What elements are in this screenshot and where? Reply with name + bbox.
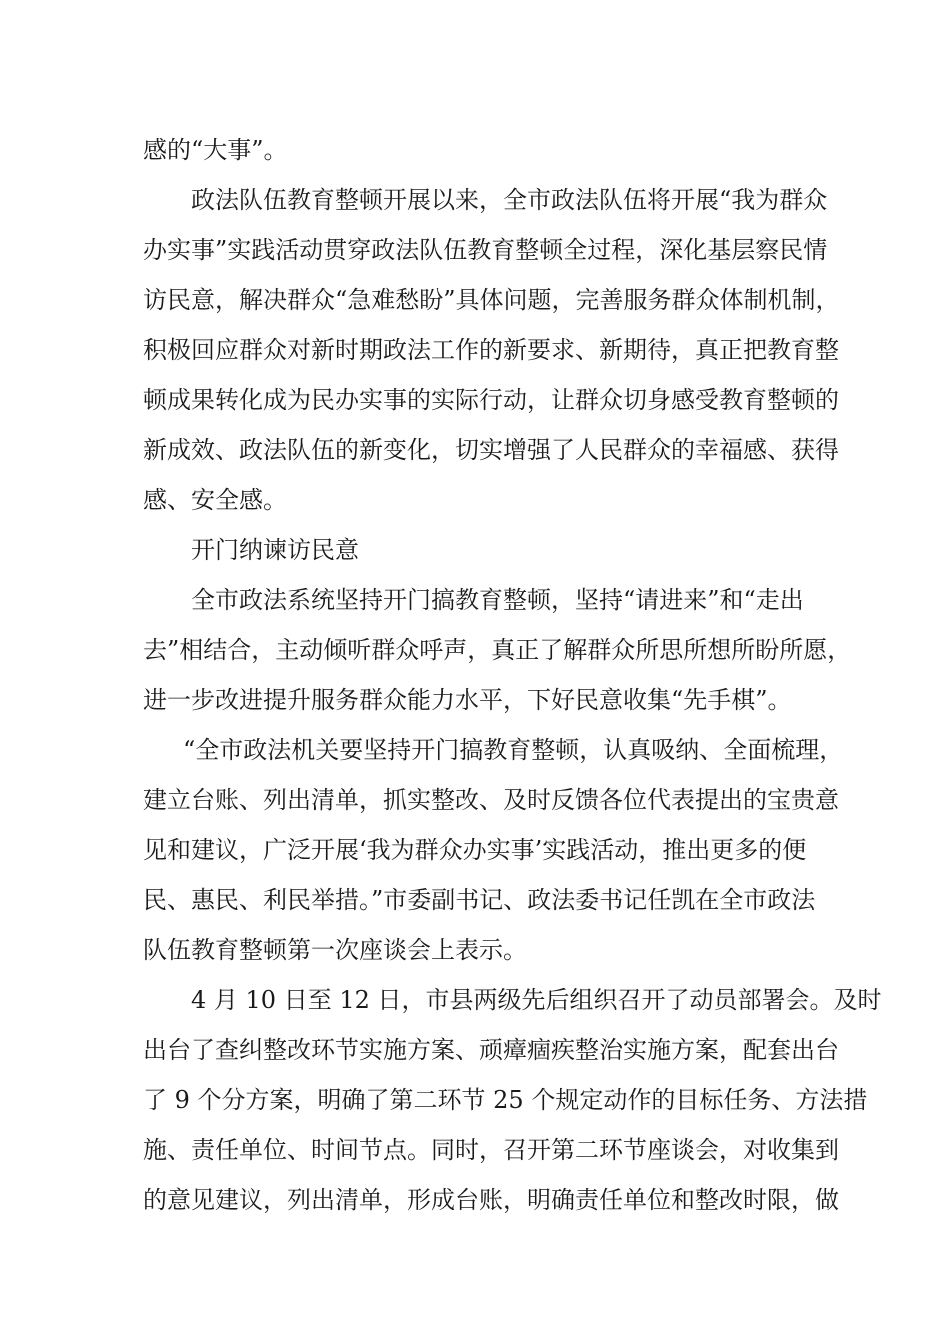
- text-line: 队伍教育整顿第一次座谈会上表示。: [143, 936, 527, 964]
- text-line: 见和建议，广泛开展‘我为群众办实事’实践活动，推出更多的便: [143, 836, 807, 864]
- text-line: 的意见建议，列出清单，形成台账，明确责任单位和整改时限，做: [143, 1186, 839, 1214]
- text-line: 感的“大事”。: [143, 136, 288, 164]
- text-line: 施、责任单位、时间节点。同时，召开第二环节座谈会，对收集到: [143, 1136, 839, 1164]
- section-heading: 开门纳谏访民意: [191, 536, 359, 564]
- text-line: 建立台账、列出清单，抓实整改、及时反馈各位代表提出的宝贵意: [143, 786, 839, 814]
- paragraph-first-line: 全市政法系统坚持开门搞教育整顿，坚持“请进来”和“走出: [191, 586, 804, 614]
- text-line: 进一步改进提升服务群众能力水平，下好民意收集“先手棋”。: [143, 686, 792, 714]
- text-line: 访民意，解决群众“急难愁盼”具体问题，完善服务群众体制机制，: [143, 286, 840, 314]
- text-line: 办实事”实践活动贯穿政法队伍教育整顿全过程，深化基层察民情: [143, 236, 828, 264]
- text-line: 去”相结合，主动倾听群众呼声，真正了解群众所思所想所盼所愿，: [143, 636, 852, 664]
- text-line: 民、惠民、利民举措。”市委副书记、政法委书记任凯在全市政法: [143, 886, 816, 914]
- text-line: 顿成果转化成为民办实事的实际行动，让群众切身感受教育整顿的: [143, 386, 839, 414]
- paragraph-first-line: 4 月 10 日至 12 日，市县两级先后组织召开了动员部署会。及时: [191, 986, 882, 1014]
- text-line: 了 9 个分方案，明确了第二环节 25 个规定动作的目标任务、方法措: [143, 1086, 868, 1114]
- paragraph-first-line: “全市政法机关要坚持开门搞教育整顿，认真吸纳、全面梳理，: [183, 736, 844, 764]
- text-line: 积极回应群众对新时期政法工作的新要求、新期待，真正把教育整: [143, 336, 839, 364]
- text-line: 感、安全感。: [143, 486, 287, 514]
- paragraph-first-line: 政法队伍教育整顿开展以来，全市政法队伍将开展“我为群众: [191, 186, 828, 214]
- text-line: 出台了查纠整改环节实施方案、顽瘴痼疾整治实施方案，配套出台: [143, 1036, 839, 1064]
- text-line: 新成效、政法队伍的新变化，切实增强了人民群众的幸福感、获得: [143, 436, 839, 464]
